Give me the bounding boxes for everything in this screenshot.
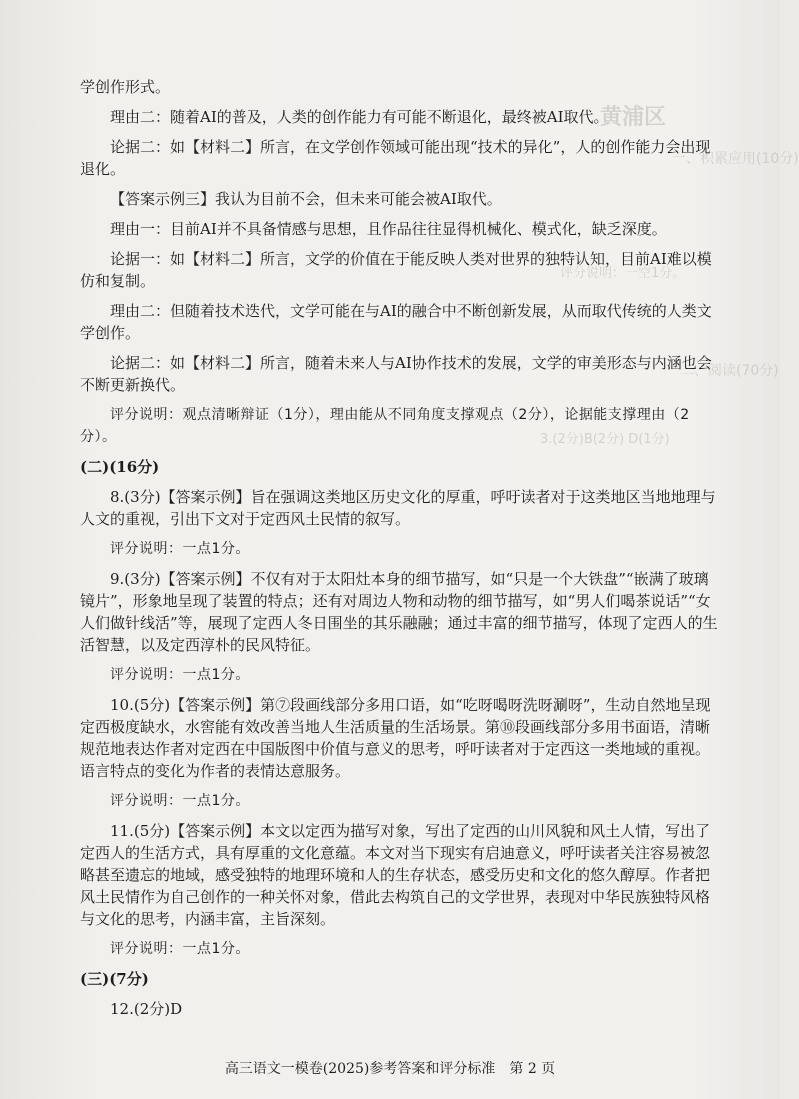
answer-paragraph: 9.(3分)【答案示例】不仅有对于太阳灶本身的细节描写，如“只是一个大铁盘”“嵌满了玻璃镜片”，形象地呈现了装置的特点；还有对周边人物和动物的细节描写，如“男人们喝茶说话”“女人们做针线活”等，展现了定西人冬日围坐的其乐融融；通过丰富的细节描写，体现了定西人的生活智慧，以及定西淳朴的民风特征。 — [80, 570, 718, 654]
answer-paragraph: 论据二：如【材料二】所言，在文学创作领域可能出现“技术的异化”，人的创作能力会出现退化。 — [80, 138, 711, 178]
answer-paragraph: 12.(2分)D — [110, 1000, 183, 1018]
page-footer: 高三语文一模卷(2025)参考答案和评分标准 第 2 页 — [224, 1061, 556, 1077]
section-heading: (三)(7分) — [80, 970, 149, 988]
bleed-through-text: 3.(2分)B(2分) D(1分) — [540, 432, 670, 447]
answer-paragraph: 论据一：如【材料二】所言，文学的价值在于能反映人类对世界的独特认知，目前AI难以模仿和复制。 — [80, 250, 712, 290]
answer-paragraph: 【答案示例三】我认为目前不会，但未来可能会被AI取代。 — [110, 190, 502, 208]
bleed-through-text: 二、阅读(70分) — [680, 363, 779, 379]
scoring-note: 评分说明：一点1分。 — [110, 941, 250, 957]
answer-content — [80, 76, 720, 1028]
answer-paragraph: 理由一：目前AI并不具备情感与思想，且作品往往显得机械化、模式化，缺乏深度。 — [110, 220, 667, 238]
answer-paragraph: 论据二：如【材料二】所言，随着未来人与AI协作技术的发展，文学的审美形态与内涵也会不断更新换代。 — [80, 354, 712, 394]
answer-paragraph: 10.(5分)【答案示例】第⑦段画线部分多用口语，如“吃呀喝呀洗呀涮呀”，生动自然地呈现定西极度缺水，水窖能有效改善当地人生活质量的生活场景。第⑩段画线部分多用书面语，清晰规范地表达作者对定西在中国版图中价值与意义的思考，呼吁读者对于定西这一类地域的重视。语言特点的变化为作者的表情达意服务。 — [80, 696, 711, 780]
scoring-note: 评分说明：一点1分。 — [110, 667, 250, 683]
bleed-through-text: 评分说明：一空1分。 — [560, 266, 686, 281]
section-heading: (二)(16分) — [80, 458, 160, 476]
answer-paragraph: 理由二：但随着技术迭代，文学可能在与AI的融合中不断创新发展，从而取代传统的人类文学创作。 — [80, 302, 712, 342]
bleed-through-text: 黄浦区 — [600, 105, 667, 130]
scoring-note: 评分说明：一点1分。 — [110, 541, 250, 557]
answer-paragraph: 理由二：随着AI的普及，人类的创作能力有可能不断退化，最终被AI取代。 — [110, 108, 609, 126]
answer-paragraph: 8.(3分)【答案示例】旨在强调这类地区历史文化的厚重，呼吁读者对于这类地区当地地理与人文的重视，引出下文对于定西风土民情的叙写。 — [80, 488, 716, 528]
answer-paragraph: 11.(5分)【答案示例】本文以定西为描写对象，写出了定西的山川风貌和风土人情，写出了定西人的生活方式，具有厚重的文化意蕴。本文对当下现实有启迪意义，呼吁读者关注容易被忽略甚至遗忘的地域，感受独特的地理环境和人的生存状态，感受历史和文化的悠久醇厚。作者把风土民情作为自己创作的一种关怀对象，借此去构筑自己的文学世界，表现对中华民族独特风格与文化的思考，内涵丰富，主旨深刻。 — [80, 822, 711, 928]
scoring-note: 评分说明：观点清晰辩证（1分），理由能从不同角度支撑观点（2分），论据能支撑理由（2分）。 — [80, 407, 690, 445]
bleed-through-text: 一、积累应用(10分) — [672, 151, 799, 167]
scoring-note: 评分说明：一点1分。 — [110, 793, 250, 809]
answer-paragraph: 学创作形式。 — [80, 78, 171, 96]
